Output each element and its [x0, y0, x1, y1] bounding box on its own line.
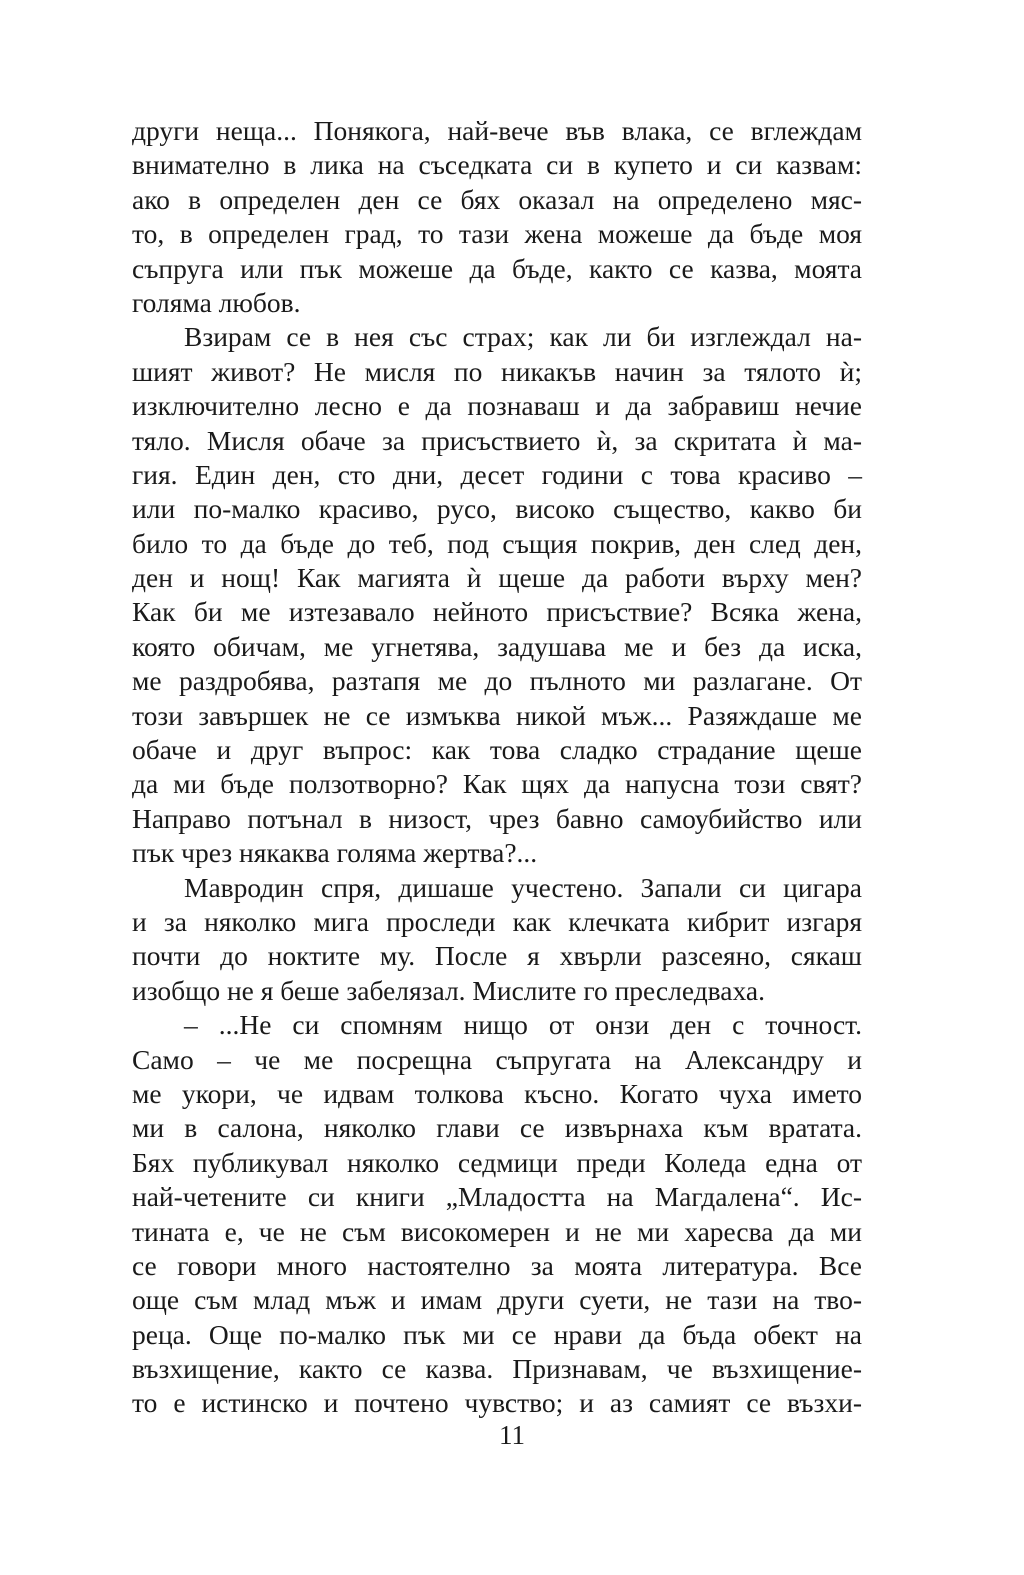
text-line: Бях публикувал няколко седмици преди Коледа една от [132, 1146, 862, 1178]
text-line: още съм млад мъж и имам други суети, не тази на тво- [132, 1284, 862, 1316]
text-line: шият живот? Не мисля по никакъв начин за тялото ѝ; [132, 355, 862, 387]
text-line: този завършек не се измъква никой мъж... Разяждаше ме [132, 699, 862, 731]
text-line: внимателно в лика на съседката си в купето и си казвам: [132, 149, 862, 181]
text-line: ми в салона, няколко глави се извърнаха към вратата. [132, 1112, 862, 1144]
text-line: почти до ноктите му. После я хвърли разсеяно, сякаш [132, 940, 862, 972]
text-line: голяма любов. [132, 286, 301, 318]
text-line: други неща... Понякога, най-вече във влака, се вглеждам [132, 115, 862, 146]
text-line: пък чрез някаква голяма жертва?... [132, 837, 538, 869]
text-line: ако в определен ден се бях оказал на определено мяс- [132, 183, 862, 215]
text-line: да ми бъде ползотворно? Как щях да напусна този свят? [132, 768, 862, 800]
text-line: или по-малко красиво, русо, високо същество, какво би [132, 493, 862, 525]
text-line: възхищение, както се казва. Признавам, че възхищение- [132, 1353, 862, 1385]
text-line: изключително лесно е да познаваш и да забравиш нечие [132, 390, 862, 422]
text-line: Направо потънал в низост, чрез бавно самоубийство или [132, 802, 862, 834]
text-line: то е истинско и почтено чувство; и аз самият се възхи- [132, 1387, 862, 1419]
text-line: Как би ме изтезавало нейното присъствие? Всяка жена, [132, 596, 862, 628]
text-line: която обичам, ме угнетява, задушава ме и без да иска, [132, 630, 862, 662]
text-line: тината е, че не съм високомерен и не ми харесва да ми [132, 1215, 862, 1247]
page-number: 11 [499, 1420, 525, 1450]
page-body-text [132, 114, 862, 1421]
text-line: изобщо не я беше забелязал. Мислите го преследваха. [132, 974, 765, 1006]
text-line: ме раздробява, разтапя ме до пълното ми разлагане. От [132, 665, 862, 697]
text-line: – ...Не си спомням нищо от онзи ден с точност. [184, 1009, 862, 1041]
text-line: съпруга или пък можеше да бъде, както се казва, моята [132, 252, 862, 284]
text-line: ден и нощ! Как магията ѝ щеше да работи върху мен? [132, 562, 862, 594]
text-line: гия. Един ден, сто дни, десет години с това красиво – [132, 458, 862, 490]
text-line: се говори много настоятелно за моята литература. Все [132, 1249, 862, 1281]
text-line: обаче и друг въпрос: как това сладко страдание щеше [132, 734, 862, 766]
text-line: Взирам се в нея със страх; как ли би изглеждал на- [184, 321, 862, 353]
text-line: реца. Още по-малко пък ми се нрави да бъда обект на [132, 1318, 862, 1350]
text-line: било то да бъде до теб, под същия покрив, ден след ден, [132, 527, 862, 559]
text-line: ме укори, че идвам толкова късно. Когато чуха името [132, 1077, 862, 1109]
text-line: тяло. Мисля обаче за присъствието ѝ, за скритата ѝ ма- [132, 424, 862, 456]
text-line: и за няколко мига проследи как клечката кибрит изгаря [132, 905, 862, 937]
text-line: Мавродин спря, дишаше учестено. Запали си цигара [184, 871, 862, 903]
text-line: то, в определен град, то тази жена можеше да бъде моя [132, 218, 862, 250]
text-line: Само – че ме посрещна съпругата на Александру и [132, 1043, 862, 1075]
text-line: най-четените си книги „Младостта на Магдалена“. Ис- [132, 1181, 862, 1213]
